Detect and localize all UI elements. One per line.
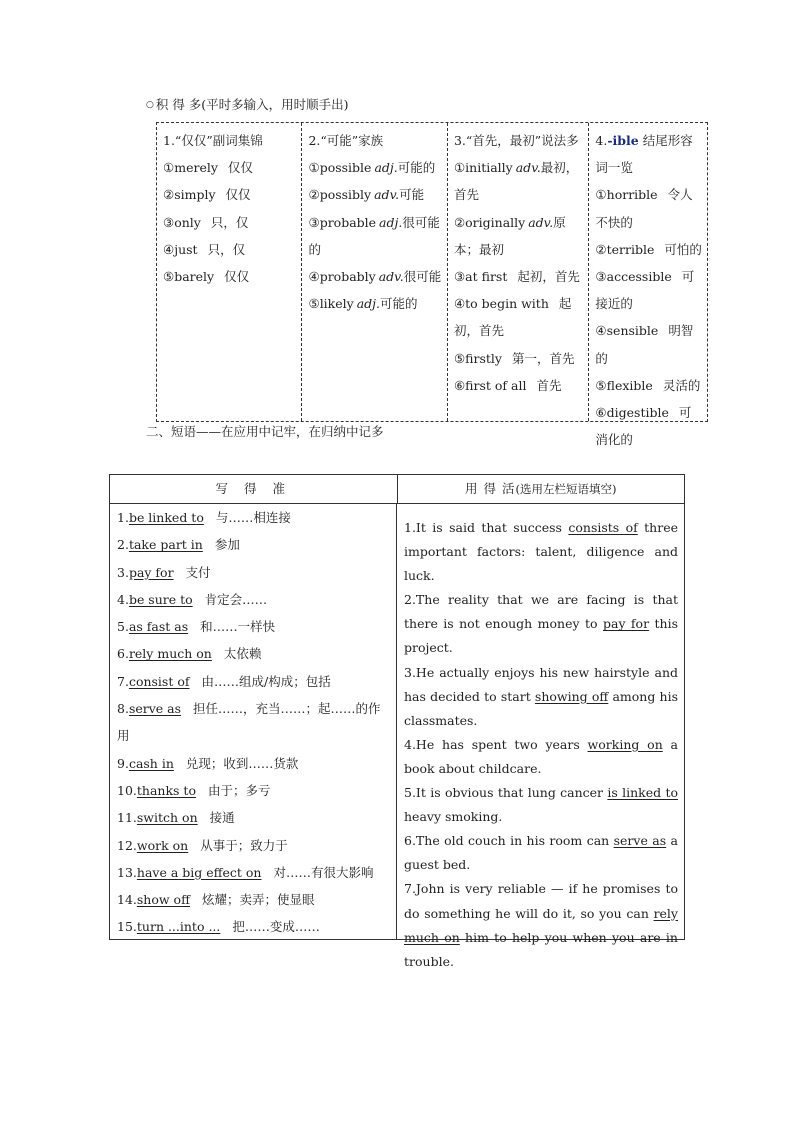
phrase-number: 4. xyxy=(117,591,129,607)
phrase-meaning: 参加 xyxy=(214,537,240,553)
vocab-item xyxy=(595,263,702,317)
item-word: probable xyxy=(319,214,377,230)
phrase-list xyxy=(110,504,397,940)
phrase-text: be sure to xyxy=(128,591,193,607)
phrase-row xyxy=(117,804,390,831)
item-meaning: 可能 xyxy=(399,187,425,203)
vocab-column xyxy=(157,123,301,421)
phrase-number: 12. xyxy=(117,837,137,853)
vocab-item xyxy=(454,154,583,208)
item-word: sensible xyxy=(606,323,659,339)
vocab-item xyxy=(595,236,702,263)
item-word: terrible xyxy=(606,241,655,257)
phrase-number: 8. xyxy=(117,701,129,717)
phrase-number: 3. xyxy=(117,564,129,580)
phrase-text: as fast as xyxy=(128,619,189,635)
phrase-row xyxy=(117,777,390,804)
fill-in-sentence xyxy=(404,661,678,733)
phrase-text: consist of xyxy=(128,673,190,689)
phrase-row xyxy=(117,859,390,886)
item-word: initially xyxy=(465,160,513,176)
phrase-text: have a big effect on xyxy=(136,864,262,880)
phrase-meaning: 炫耀；卖弄；使显眼 xyxy=(201,892,315,908)
item-number: ③ xyxy=(163,214,175,230)
item-number: ④ xyxy=(163,241,175,257)
phrase-row xyxy=(117,531,390,558)
item-meaning: 起初，首先 xyxy=(453,296,572,339)
item-meaning: 最初，首先 xyxy=(453,160,579,203)
phrase-meaning: 太依赖 xyxy=(223,646,262,662)
item-number: ② xyxy=(595,241,607,257)
sentence-end: a guest bed. xyxy=(404,833,678,873)
phrase-row xyxy=(117,640,390,667)
phrase-row xyxy=(117,613,390,640)
item-meaning: 灵活的 xyxy=(662,377,701,393)
phrase-number: 6. xyxy=(117,646,129,662)
item-number: ⑤ xyxy=(595,377,607,393)
item-word: only xyxy=(174,214,201,230)
phrase-meaning: 把……变成…… xyxy=(232,919,320,935)
phrase-number: 14. xyxy=(117,892,137,908)
phrase-text: pay for xyxy=(128,564,174,580)
item-part-of-speech: adj. xyxy=(356,296,381,312)
fill-in-sentence xyxy=(404,877,678,973)
vocab-item xyxy=(454,345,583,372)
vocab-item xyxy=(163,181,296,208)
phrase-text: work on xyxy=(136,837,189,853)
item-meaning: 很可能的 xyxy=(308,214,440,257)
vocab-item xyxy=(308,209,441,263)
item-meaning: 明智的 xyxy=(595,323,694,366)
phrase-row xyxy=(117,750,390,777)
phrase-row xyxy=(117,559,390,586)
item-number: ② xyxy=(453,214,466,230)
item-number: ⑥ xyxy=(453,377,466,393)
vocab-item xyxy=(308,290,441,317)
item-meaning: 可接近的 xyxy=(595,269,695,312)
vocab-column-header: 3.“首先，最初”说法多 xyxy=(453,133,579,148)
item-word: barely xyxy=(174,269,215,285)
right-header-note: (选用左栏短语填空) xyxy=(515,482,617,496)
item-part-of-speech: adv. xyxy=(374,187,400,203)
sentence-answer: showing off xyxy=(534,688,609,704)
vocab-item xyxy=(595,181,702,235)
sentence-answer: rely much on xyxy=(404,905,678,945)
sentence-end: among his classmates. xyxy=(404,688,678,728)
item-number: ⑥ xyxy=(595,405,607,421)
item-meaning: 可能的 xyxy=(397,160,436,176)
sentence-end: this project. xyxy=(404,616,678,656)
circle-bullet-icon: ○ xyxy=(146,100,154,110)
item-meaning: 可消化的 xyxy=(595,405,692,448)
phrase-number: 5. xyxy=(117,619,129,635)
vocab-item xyxy=(454,372,583,399)
item-number: ① xyxy=(308,160,320,176)
phrase-row xyxy=(117,832,390,859)
vocab-item xyxy=(595,399,702,453)
item-meaning: 可能的 xyxy=(380,296,418,312)
item-part-of-speech: adv. xyxy=(515,160,541,176)
phrase-text: rely much on xyxy=(128,646,212,662)
phrase-meaning: 接通 xyxy=(209,810,235,826)
item-number: ② xyxy=(308,187,320,203)
item-meaning: 首先 xyxy=(536,377,562,393)
item-word: originally xyxy=(465,214,526,230)
fill-in-sentence xyxy=(404,829,678,877)
vocab-item xyxy=(163,154,296,181)
item-meaning: 令人不快的 xyxy=(595,187,693,230)
item-part-of-speech: adv. xyxy=(528,214,554,230)
item-meaning: 原本；最初 xyxy=(453,214,566,257)
fill-in-sentence xyxy=(404,516,678,588)
vocab-item xyxy=(454,290,583,344)
item-meaning: 很可能 xyxy=(403,269,442,285)
vocab-column xyxy=(301,123,446,421)
item-word: possible xyxy=(319,160,372,176)
phrase-meaning: 和……一样快 xyxy=(200,619,276,635)
phrase-number: 1. xyxy=(117,510,129,525)
item-word: digestible xyxy=(606,405,669,421)
phrase-text: serve as xyxy=(128,701,182,717)
vocab-item xyxy=(163,263,296,290)
phrase-text: show off xyxy=(136,892,190,908)
vocab-column-header xyxy=(595,127,702,181)
item-meaning: 只，仅 xyxy=(207,241,246,257)
vocab-item xyxy=(163,236,296,263)
item-word: likely xyxy=(319,296,354,312)
phrase-number: 11. xyxy=(117,810,137,826)
item-word: probably xyxy=(319,269,376,285)
phrase-row xyxy=(117,586,390,613)
phrase-number: 9. xyxy=(117,755,129,771)
sentence-start: 7.John is very reliable — if he promises to do something he will do it, so you can xyxy=(404,881,678,921)
phrase-meaning: 与……相连接 xyxy=(215,510,291,525)
item-meaning: 第一，首先 xyxy=(511,350,575,366)
fill-in-sentence xyxy=(404,733,678,781)
item-number: ④ xyxy=(595,323,607,339)
item-meaning: 可怕的 xyxy=(664,241,702,257)
header-title: 结尾形容词一览 xyxy=(595,133,693,176)
phrase-number: 2. xyxy=(117,537,129,553)
phrase-number: 7. xyxy=(117,673,129,689)
item-part-of-speech: adv. xyxy=(378,269,404,285)
vocab-column xyxy=(588,123,707,448)
item-meaning: 仅仅 xyxy=(224,269,250,285)
item-word: merely xyxy=(174,160,218,176)
sentence-start: 5.It is obvious that lung cancer xyxy=(404,785,608,801)
vocab-item xyxy=(163,209,296,236)
phrase-text: switch on xyxy=(136,810,198,826)
vocab-item xyxy=(454,263,583,290)
item-part-of-speech: adj. xyxy=(379,214,403,230)
phrase-table-header xyxy=(110,475,684,504)
sentence-start: 6.The old couch in his room can xyxy=(404,833,614,849)
phrase-row xyxy=(117,695,390,750)
phrase-meaning: 对……有很大影响 xyxy=(273,864,374,880)
phrase-table xyxy=(109,474,685,969)
item-meaning: 仅仅 xyxy=(227,160,253,176)
sentence-end: three important factors: talent, diligence and luck. xyxy=(404,520,679,584)
vocab-item xyxy=(595,317,702,371)
phrase-meaning: 担任……，充当……；起……的作用 xyxy=(117,701,381,744)
item-number: ① xyxy=(163,160,175,176)
right-column-header xyxy=(398,475,685,503)
item-word: to begin with xyxy=(465,296,549,312)
item-number: ⑤ xyxy=(453,350,466,366)
phrase-meaning: 支付 xyxy=(185,564,211,580)
section-two-heading: 二、短语——在应用中记牢，在归纳中记多 xyxy=(146,424,384,439)
vocab-item xyxy=(308,154,441,181)
phrase-text: thanks to xyxy=(136,782,196,798)
item-meaning: 起初，首先 xyxy=(517,269,580,285)
phrase-text: take part in xyxy=(128,537,203,553)
sentence-start: 1.It is said that success xyxy=(404,520,569,535)
item-number: ⑤ xyxy=(163,269,175,285)
phrase-number: 15. xyxy=(117,919,137,935)
vocab-item xyxy=(454,209,583,263)
vocab-column xyxy=(447,123,588,421)
sentence-end: him to help you when you are in trouble. xyxy=(404,929,678,969)
item-word: at first xyxy=(465,269,508,285)
item-word: horrible xyxy=(606,187,658,203)
phrase-number: 13. xyxy=(117,864,137,880)
item-number: ④ xyxy=(308,269,320,285)
sentence-answer: pay for xyxy=(602,616,650,632)
sentence-end: a book about childcare. xyxy=(404,736,678,776)
fill-in-sentences xyxy=(397,504,684,969)
item-word: possibly xyxy=(319,187,372,203)
right-header-title: 用 得 活 xyxy=(465,481,516,496)
phrase-row xyxy=(117,668,390,695)
item-number: ③ xyxy=(308,214,320,230)
item-number: ② xyxy=(163,187,175,203)
vocab-item xyxy=(595,372,702,399)
item-word: simply xyxy=(174,187,216,203)
item-word: first of all xyxy=(465,377,527,393)
item-number: ④ xyxy=(453,296,466,312)
item-number: ③ xyxy=(595,269,607,285)
item-meaning: 仅仅 xyxy=(225,187,251,203)
section-one-title: 积 得 多(平时多输入，用时顺手出) xyxy=(155,97,349,112)
sentence-answer: consists of xyxy=(568,520,638,535)
item-number: ① xyxy=(453,160,466,176)
sentence-answer: working on xyxy=(587,736,663,752)
phrase-row xyxy=(117,504,390,531)
phrase-text: turn ...into ... xyxy=(136,919,221,935)
item-number: ① xyxy=(595,187,607,203)
fill-in-sentence xyxy=(404,781,678,829)
sentence-answer: is linked to xyxy=(607,785,678,801)
item-number: ③ xyxy=(453,269,466,285)
phrase-row xyxy=(117,913,390,940)
phrase-row xyxy=(117,886,390,913)
sentence-start: 2.The reality that we are facing is that there is not enough money to xyxy=(404,592,678,632)
item-word: firstly xyxy=(465,350,502,366)
sentence-end: heavy smoking. xyxy=(404,809,503,825)
item-number: ⑤ xyxy=(308,296,320,312)
item-meaning: 只，仅 xyxy=(210,214,249,230)
phrase-meaning: 从事于；致力于 xyxy=(200,837,288,853)
vocab-column-header: 1.“仅仅”副词集锦 xyxy=(163,133,263,148)
sentence-start: 3.He actually enjoys his new hairstyle and has decided to start xyxy=(404,664,678,704)
left-column-header: 写 得 准 xyxy=(110,475,398,503)
fill-in-sentence xyxy=(404,588,678,660)
phrase-text: cash in xyxy=(128,755,174,771)
item-word: accessible xyxy=(606,269,672,285)
phrase-meaning: 由于；多亏 xyxy=(207,782,271,798)
header-number: 4. xyxy=(595,133,608,148)
phrase-meaning: 由……组成/构成；包括 xyxy=(201,673,331,689)
phrase-meaning: 兑现；收到……货款 xyxy=(185,755,299,771)
sentence-answer: serve as xyxy=(613,833,667,849)
section-one-heading xyxy=(146,97,349,113)
item-word: just xyxy=(174,241,198,257)
phrase-meaning: 肯定会…… xyxy=(204,591,268,607)
vocab-column-header: 2.“可能”家族 xyxy=(308,133,384,148)
sentence-start: 4.He has spent two years xyxy=(404,736,588,752)
header-suffix: -ible xyxy=(607,133,639,148)
item-part-of-speech: adj. xyxy=(374,160,398,176)
phrase-text: be linked to xyxy=(128,510,204,525)
phrase-number: 10. xyxy=(117,782,137,798)
item-word: flexible xyxy=(606,377,653,393)
vocab-item xyxy=(308,263,441,290)
vocab-item xyxy=(308,181,441,208)
